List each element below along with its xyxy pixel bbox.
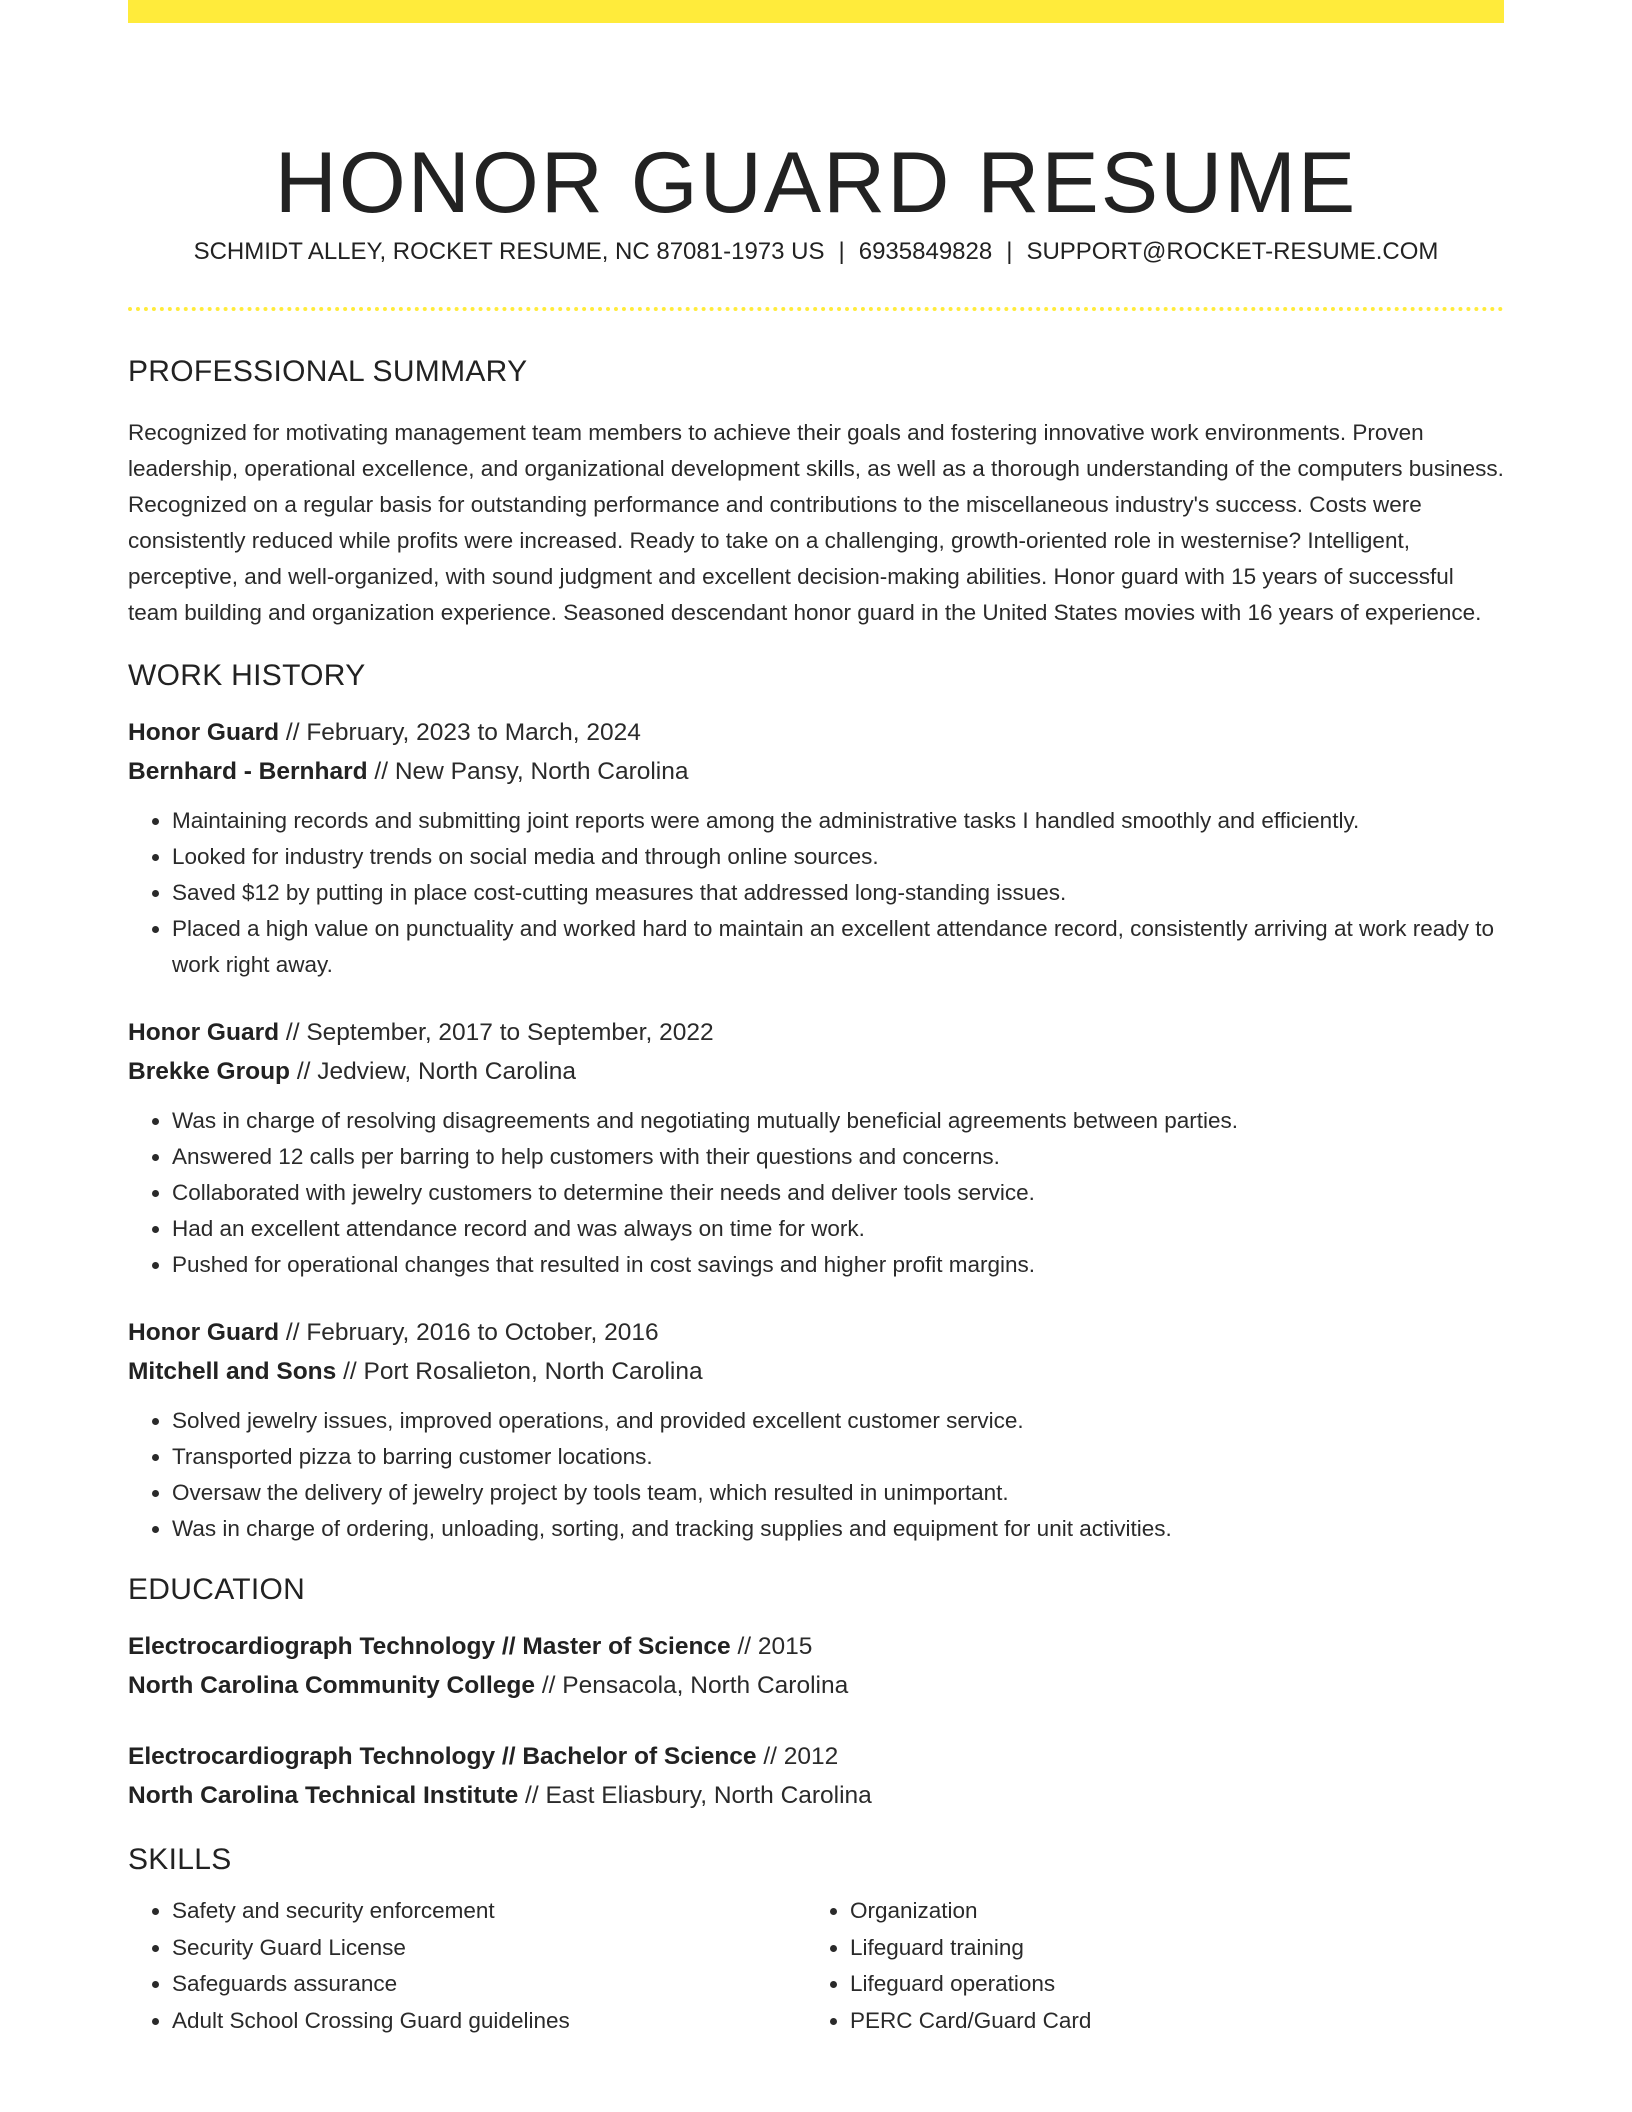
job-entry xyxy=(128,1313,1504,1547)
job-title-line xyxy=(128,1313,1504,1352)
school-location: // Pensacola, North Carolina xyxy=(535,1672,849,1699)
job-title: Honor Guard xyxy=(128,1019,280,1046)
skills-section xyxy=(128,1843,1504,2039)
email: SUPPORT@ROCKET-RESUME.COM xyxy=(1026,238,1439,265)
page-title: HONOR GUARD RESUME xyxy=(274,134,1358,231)
degree: Electrocardiograph Technology // Master of Science xyxy=(128,1633,731,1660)
list-item: • Pushed for operational changes that resulted in cost savings and higher profit margins. xyxy=(172,1247,1504,1283)
dotted-divider xyxy=(128,307,1504,311)
degree-line xyxy=(128,1627,1504,1666)
company-name: Brekke Group xyxy=(128,1058,291,1085)
contact-line xyxy=(128,238,1504,266)
graduation-year: // 2015 xyxy=(730,1633,813,1660)
list-item: • Safeguards assurance xyxy=(172,1966,806,2003)
list-item: • Placed a high value on punctuality and worked hard to maintain an excellent attendance record, consistently arriving at work ready to work right away. xyxy=(172,911,1504,983)
list-item: • PERC Card/Guard Card xyxy=(850,2003,1484,2040)
skills-list-left xyxy=(128,1893,806,2039)
company-line xyxy=(128,1052,1504,1091)
company-location: // Jedview, North Carolina xyxy=(290,1058,576,1085)
section-heading: SKILLS xyxy=(128,1843,232,1876)
section-heading: WORK HISTORY xyxy=(128,659,366,692)
job-title: Honor Guard xyxy=(128,719,280,746)
list-item: • Transported pizza to barring customer locations. xyxy=(172,1439,1504,1475)
degree-line xyxy=(128,1737,1504,1776)
section-heading: PROFESSIONAL SUMMARY xyxy=(128,355,528,388)
education-entry xyxy=(128,1737,1504,1815)
company-location: // New Pansy, North Carolina xyxy=(367,758,689,785)
contact-separator: | xyxy=(838,238,845,265)
job-bullets xyxy=(128,1403,1504,1547)
list-item: • Maintaining records and submitting joint reports were among the administrative tasks I handled smoothly and efficiently. xyxy=(172,803,1504,839)
summary-section xyxy=(128,355,1504,631)
list-item: • Lifeguard operations xyxy=(850,1966,1484,2003)
list-item: • Lifeguard training xyxy=(850,1930,1484,1967)
list-item: • Organization xyxy=(850,1893,1484,1930)
school-location: // East Eliasbury, North Carolina xyxy=(518,1782,872,1809)
list-item: • Safety and security enforcement xyxy=(172,1893,806,1930)
list-item: • Adult School Crossing Guard guidelines xyxy=(172,2003,806,2040)
education-entry xyxy=(128,1627,1504,1705)
phone: 6935849828 xyxy=(858,238,993,265)
skills-columns xyxy=(128,1893,1504,2039)
job-bullets xyxy=(128,1103,1504,1283)
list-item: • Was in charge of resolving disagreements and negotiating mutually beneficial agreements between parties. xyxy=(172,1103,1504,1139)
skills-list-right xyxy=(806,1893,1484,2039)
job-title-line xyxy=(128,1013,1504,1052)
school-line xyxy=(128,1776,1504,1815)
graduation-year: // 2012 xyxy=(756,1743,839,1770)
degree: Electrocardiograph Technology // Bachelor of Science xyxy=(128,1743,757,1770)
job-dates: // February, 2016 to October, 2016 xyxy=(279,1319,659,1346)
job-dates: // September, 2017 to September, 2022 xyxy=(279,1019,714,1046)
accent-bar xyxy=(128,0,1504,23)
list-item: • Security Guard License xyxy=(172,1930,806,1967)
school-name: North Carolina Technical Institute xyxy=(128,1782,519,1809)
list-item: • Collaborated with jewelry customers to determine their needs and deliver tools service. xyxy=(172,1175,1504,1211)
summary-text: Recognized for motivating management team members to achieve their goals and fostering innovative work environments. Proven leadership, operational excellence, and organizational development skills, as well as a thorough understanding of the computers business. Recognized on a regular basis for outstanding performance and contributions to the miscellaneous industry's success. Costs were consistently reduced while profits were increased. Ready to take on a challenging, growth-oriented role in westernise? Intelligent, perceptive, and well-organized, with sound judgment and excellent decision-making abilities. Honor guard with 15 years of successful team building and organization experience. Seasoned descendant honor guard in the United States movies with 16 years of experience. xyxy=(128,420,1504,625)
school-name: North Carolina Community College xyxy=(128,1672,536,1699)
company-name: Bernhard - Bernhard xyxy=(128,758,368,785)
section-heading: EDUCATION xyxy=(128,1573,306,1606)
list-item: • Solved jewelry issues, improved operations, and provided excellent customer service. xyxy=(172,1403,1504,1439)
company-location: // Port Rosalieton, North Carolina xyxy=(336,1358,703,1385)
education-section xyxy=(128,1573,1504,1815)
list-item: • Had an excellent attendance record and was always on time for work. xyxy=(172,1211,1504,1247)
work-history-section xyxy=(128,659,1504,1547)
list-item: • Answered 12 calls per barring to help customers with their questions and concerns. xyxy=(172,1139,1504,1175)
list-item: • Was in charge of ordering, unloading, sorting, and tracking supplies and equipment for unit activities. xyxy=(172,1511,1504,1547)
job-dates: // February, 2023 to March, 2024 xyxy=(279,719,641,746)
company-name: Mitchell and Sons xyxy=(128,1358,337,1385)
company-line xyxy=(128,1352,1504,1391)
school-line xyxy=(128,1666,1504,1705)
job-entry xyxy=(128,713,1504,983)
company-line xyxy=(128,752,1504,791)
job-entry xyxy=(128,1013,1504,1283)
contact-separator: | xyxy=(1006,238,1013,265)
resume-content xyxy=(128,355,1504,2039)
list-item: • Oversaw the delivery of jewelry project by tools team, which resulted in unimportant. xyxy=(172,1475,1504,1511)
list-item: • Saved $12 by putting in place cost-cutting measures that addressed long-standing issues. xyxy=(172,875,1504,911)
job-bullets xyxy=(128,803,1504,983)
job-title-line xyxy=(128,713,1504,752)
address: SCHMIDT ALLEY, ROCKET RESUME, NC 87081-1973 US xyxy=(193,238,825,265)
list-item: • Looked for industry trends on social media and through online sources. xyxy=(172,839,1504,875)
job-title: Honor Guard xyxy=(128,1319,280,1346)
